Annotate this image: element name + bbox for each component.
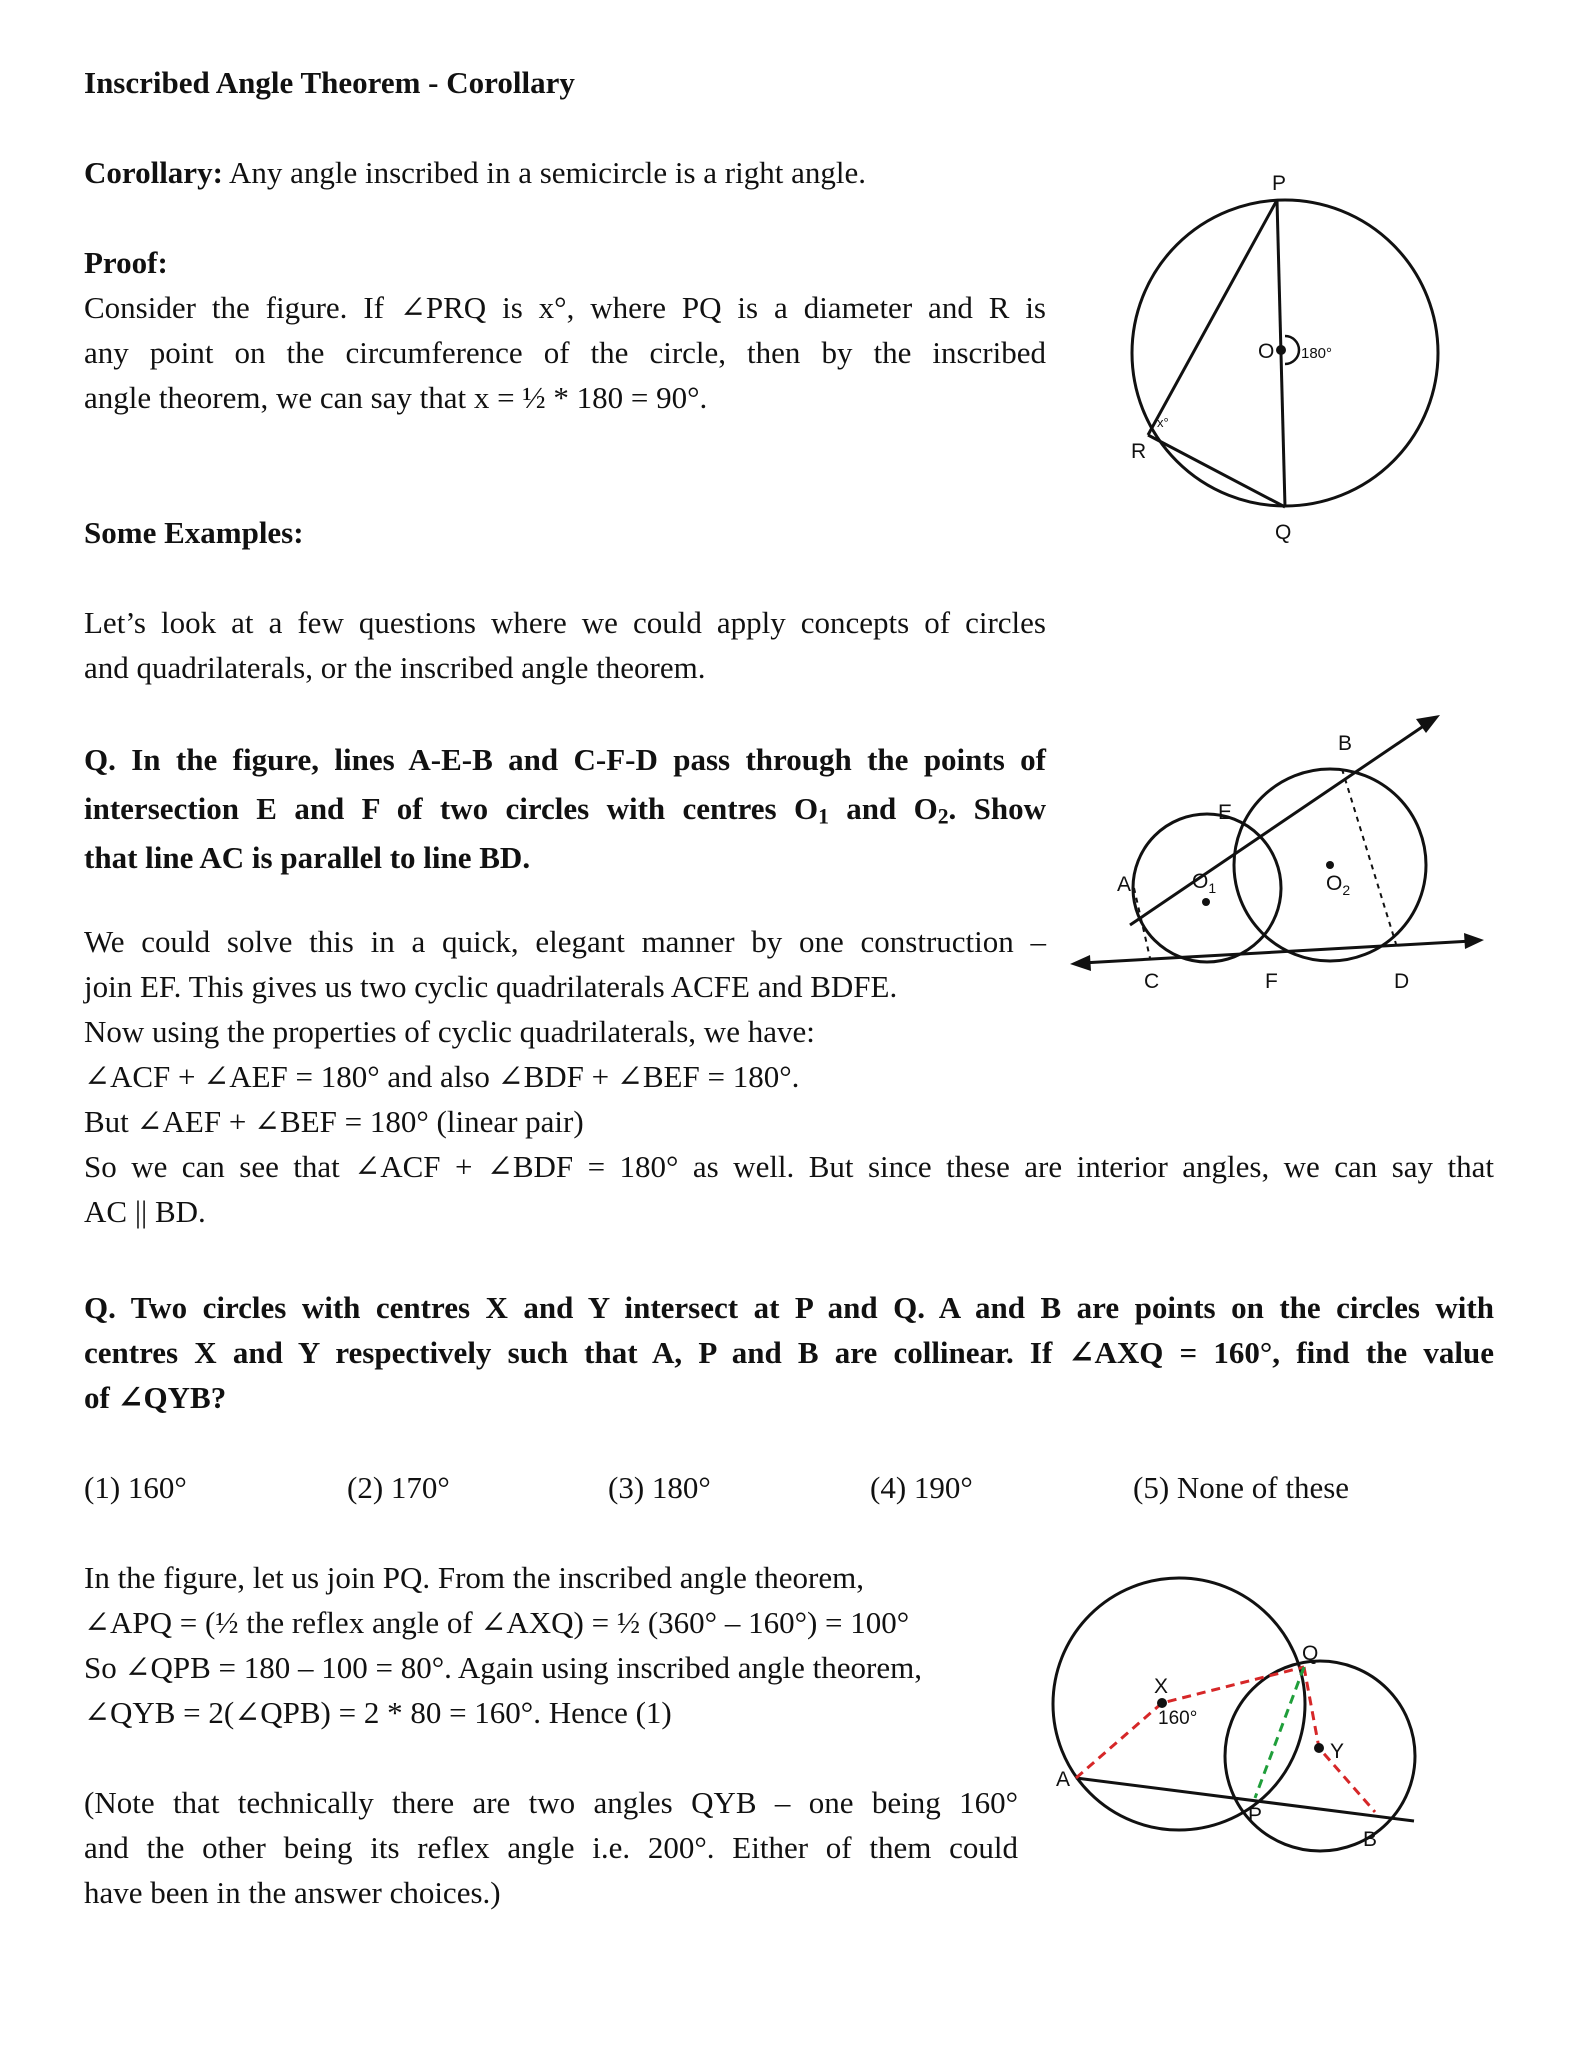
label-q: Q: [1275, 521, 1292, 544]
chord-pr: [1148, 200, 1277, 435]
label-p: P: [1248, 1804, 1263, 1827]
question-2-line: of ∠QYB?: [84, 1380, 227, 1415]
angle-arc-o: [1285, 336, 1299, 364]
page-title: Inscribed Angle Theorem - Corollary: [84, 65, 575, 100]
solution-1-line: We could solve this in a quick, elegant manner by one construction –: [84, 924, 1046, 959]
center-point-y: [1314, 1743, 1324, 1753]
solution-1: [84, 919, 1494, 1234]
line-aeb: [1130, 723, 1428, 925]
examples-heading: Some Examples:: [84, 515, 304, 550]
solution-1-line: join EF. This gives us two cyclic quadrilaterals ACFE and BDFE.: [84, 969, 898, 1004]
note-line: have been in the answer choices.): [84, 1875, 501, 1910]
option-4: (4) 190°: [870, 1470, 973, 1505]
proof-line: any point on the circumference of the circle, then by the inscribed: [84, 335, 1046, 370]
center-point-x: [1157, 1698, 1167, 1708]
examples-intro-line: and quadrilaterals, or the inscribed angle theorem.: [84, 650, 706, 685]
solution-1-line: But ∠AEF + ∠BEF = 180° (linear pair): [84, 1104, 584, 1139]
label-a: A: [1056, 1768, 1071, 1791]
label-x: X: [1154, 1675, 1169, 1698]
corollary-text: Any angle inscribed in a semicircle is a right angle.: [228, 155, 866, 190]
xy-circles-figure: [1040, 1560, 1490, 1870]
solution-1-line: So we can see that ∠ACF + ∠BDF = 180° as well. But since these are interior angles, we can say that: [84, 1149, 1494, 1184]
angle-label-r: x°: [1157, 415, 1169, 430]
question-2-line: Q. Two circles with centres X and Y intersect at P and Q. A and B are points on the circles with: [84, 1290, 1494, 1325]
question-1-line: that line AC is parallel to line BD.: [84, 840, 531, 875]
solution-1-line: Now using the properties of cyclic quadrilaterals, we have:: [84, 1014, 815, 1049]
center-point-o1: [1202, 898, 1210, 906]
option-5: (5) None of these: [1133, 1470, 1350, 1505]
proof-heading: Proof:: [84, 245, 168, 280]
label-o2: $O_2$: [1326, 872, 1351, 898]
chord-rq: [1148, 435, 1285, 507]
label-o: O: [1258, 340, 1275, 363]
note-line: (Note that technically there are two angles QYB – one being 160°: [84, 1785, 1018, 1820]
solution-2-line: ∠APQ = (½ the reflex angle of ∠AXQ) = ½ (360° – 160°) = 100°: [84, 1605, 910, 1640]
semicircle-figure: [1100, 160, 1460, 550]
question-1: [84, 735, 1046, 882]
corollary-statement: [84, 150, 866, 195]
examples-intro-line: Let’s look at a few questions where we could apply concepts of circles: [84, 605, 1046, 640]
proof-line: angle theorem, we can say that x = ½ * 180 = 90°.: [84, 380, 708, 415]
corollary-label: Corollary:: [84, 155, 223, 190]
solution-2-line: So ∠QPB = 180 – 100 = 80°. Again using inscribed angle theorem,: [84, 1650, 922, 1685]
solution-2-line: In the figure, let us join PQ. From the inscribed angle theorem,: [84, 1560, 864, 1595]
option-1: (1) 160°: [84, 1470, 187, 1505]
question-1-line: Q. In the figure, lines A-E-B and C-F-D pass through the points of: [84, 742, 1046, 777]
option-3: (3) 180°: [608, 1470, 711, 1505]
label-a: A: [1117, 873, 1132, 896]
question-2-line: centres X and Y respectively such that A, P and B are collinear. If ∠AXQ = 160°, find the value: [84, 1335, 1494, 1370]
dashed-chord-bd: [1342, 769, 1396, 944]
angle-label-o: 180°: [1301, 345, 1333, 362]
question-2: [84, 1285, 1494, 1420]
solution-2: [84, 1555, 1024, 1735]
label-c: C: [1144, 970, 1160, 993]
angle-label-x: 160°: [1158, 1708, 1198, 1729]
proof-text: [84, 285, 1046, 420]
solution-2-line: ∠QYB = 2(∠QPB) = 2 * 80 = 160°. Hence (1): [84, 1695, 672, 1730]
proof-line: Consider the figure. If ∠PRQ is x°, where PQ is a diameter and R is: [84, 290, 1046, 325]
option-2: (2) 170°: [347, 1470, 450, 1505]
label-y: Y: [1330, 1740, 1345, 1763]
label-d: D: [1394, 970, 1410, 993]
note: [84, 1780, 1018, 1915]
solution-1-line: ∠ACF + ∠AEF = 180° and also ∠BDF + ∠BEF = 180°.: [84, 1059, 800, 1094]
label-p: P: [1272, 172, 1287, 195]
note-line: and the other being its reflex angle i.e. 200°. Either of them could: [84, 1830, 1018, 1865]
label-q: Q: [1302, 1642, 1319, 1665]
examples-intro: [84, 600, 1046, 690]
label-b: B: [1363, 1828, 1378, 1851]
label-r: R: [1131, 440, 1147, 463]
solution-1-line: AC || BD.: [84, 1194, 206, 1229]
center-point-o2: [1326, 861, 1334, 869]
label-f: F: [1265, 970, 1278, 993]
label-b: B: [1338, 732, 1353, 755]
label-e: E: [1218, 801, 1233, 824]
question-1-line: intersection E and F of two circles with centres $O_1$ and $O_2$. Show: [84, 791, 1046, 829]
center-point-o: [1276, 345, 1286, 355]
label-o1: $O_1$: [1192, 870, 1217, 896]
